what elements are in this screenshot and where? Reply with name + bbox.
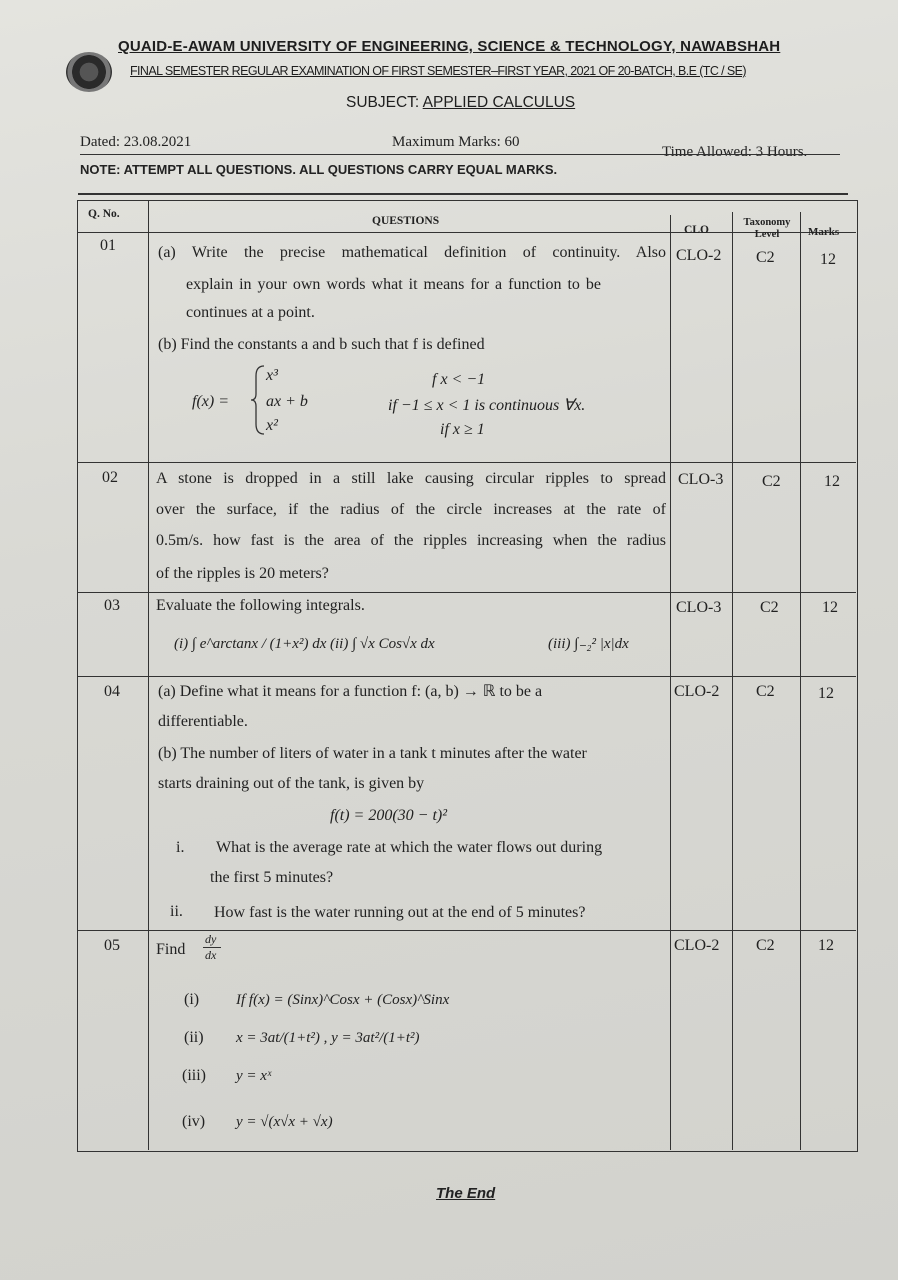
q1-b-line: (b) Find the constants a and b such that f is defined: [158, 336, 485, 353]
q1-case-3: x²: [266, 417, 278, 434]
q1-a-line-1: (a) Write the precise mathematical definition of continuity. Also: [158, 244, 666, 261]
q4-sub-i-line-1: What is the average rate at which the water flows out during: [216, 839, 603, 856]
header-clo: CLO: [684, 224, 709, 236]
q3-integral-ii: (ii) ∫ √x Cos√x dx: [330, 636, 435, 652]
q1-number: 01: [100, 237, 116, 254]
max-marks: Maximum Marks: 60: [392, 134, 520, 150]
exam-note: NOTE: ATTEMPT ALL QUESTIONS. ALL QUESTIONS CARRY EQUAL MARKS.: [80, 162, 558, 177]
q1-marks: 12: [820, 251, 836, 268]
row-line-1: [77, 462, 856, 463]
university-name: QUAID-E-AWAM UNIVERSITY OF ENGINEERING, SCIENCE & TECHNOLOGY, NAWABSHAH: [118, 38, 781, 55]
q2-number: 02: [102, 469, 118, 486]
col-divider-qno: [148, 200, 149, 1150]
q2-line-4: of the ripples is 20 meters?: [156, 565, 329, 582]
q5-item-iii-number: (iii): [182, 1067, 206, 1084]
q5-item-iii: y = xˣ: [236, 1068, 272, 1084]
header-divider: [80, 154, 840, 155]
q4-level: C2: [756, 683, 775, 700]
q5-item-ii-number: (ii): [184, 1029, 204, 1046]
q5-number: 05: [104, 937, 120, 954]
subject-label: SUBJECT:: [346, 94, 420, 111]
q5-dy: dy: [205, 932, 217, 946]
q3-integral-iii: (iii) ∫₋₂² |x|dx: [548, 636, 629, 652]
exam-date: Dated: 23.08.2021: [80, 134, 192, 150]
q1-cond-3: if x ≥ 1: [440, 421, 485, 438]
exam-title: FINAL SEMESTER REGULAR EXAMINATION OF FIRST SEMESTER–FIRST YEAR, 2021 OF 20-BATCH, B.E (TC / SE): [130, 64, 746, 78]
header-rule: [78, 193, 848, 195]
q1-level: C2: [756, 249, 775, 266]
q4-b-line-2: starts draining out of the tank, is given by: [158, 775, 425, 792]
col-divider-clo: [670, 215, 671, 1150]
q1-f-lhs: f(x) =: [192, 393, 229, 410]
q3-intro: Evaluate the following integrals.: [156, 597, 365, 614]
q1-cond-1: f x < −1: [432, 371, 486, 388]
q3-clo: CLO-3: [676, 599, 722, 616]
time-allowed: Time Allowed: 3 Hours.: [662, 144, 808, 160]
q4-sub-i-number: i.: [176, 839, 185, 856]
q1-a-line-2: explain in your own words what it means for a function to be: [186, 276, 602, 293]
q1-cond-2: if −1 ≤ x < 1 is continuous ∀x.: [388, 397, 586, 414]
row-line-2: [77, 592, 856, 593]
q3-number: 03: [104, 597, 120, 614]
q5-item-ii: x = 3at/(1+t²) , y = 3at²/(1+t²): [236, 1030, 420, 1046]
header-taxonomy: Taxonomy Level: [743, 217, 791, 240]
q3-marks: 12: [822, 599, 838, 616]
header-questions: QUESTIONS: [372, 215, 440, 227]
q4-a-line-2: differentiable.: [158, 713, 248, 730]
q5-find: Find: [156, 941, 186, 958]
q5-item-i-number: (i): [184, 991, 200, 1008]
q5-level: C2: [756, 937, 775, 954]
q3-integral-i: (i) ∫ e^arctanx / (1+x²) dx: [174, 636, 327, 652]
the-end: The End: [436, 1185, 496, 1202]
university-logo: [66, 52, 112, 92]
col-divider-level: [732, 212, 733, 1150]
subject-name: APPLIED CALCULUS: [422, 94, 576, 111]
q1-a-line-3: continues at a point.: [186, 304, 315, 321]
q2-line-3: 0.5m/s. how fast is the area of the ripples increasing when the radius: [156, 532, 666, 549]
q4-clo: CLO-2: [674, 683, 720, 700]
col-divider-marks: [800, 212, 801, 1150]
q5-clo: CLO-2: [674, 937, 720, 954]
row-line-3: [77, 676, 856, 677]
header-marks: Marks: [808, 226, 840, 238]
q4-sub-i-line-2: the first 5 minutes?: [210, 869, 334, 886]
q4-formula: f(t) = 200(30 − t)²: [330, 807, 448, 824]
q2-clo: CLO-3: [678, 471, 724, 488]
q4-sub-ii-number: ii.: [170, 903, 183, 920]
q5-item-i: If f(x) = (Sinx)^Cosx + (Cosx)^Sinx: [236, 992, 450, 1008]
q5-marks: 12: [818, 937, 834, 954]
q4-b-line-1: (b) The number of liters of water in a tank t minutes after the water: [158, 745, 587, 762]
q1-case-1: x³: [266, 367, 278, 384]
subject-line: [346, 94, 575, 112]
q3-level: C2: [760, 599, 779, 616]
q2-line-2: over the surface, if the radius of the circle increases at the rate of: [156, 501, 666, 518]
row-line-4: [77, 930, 856, 931]
q1-case-2: ax + b: [266, 393, 308, 410]
q1-brace: [250, 364, 266, 436]
q5-item-iv-number: (iv): [182, 1113, 206, 1130]
q5-item-iv: y = √(x√x + √x): [236, 1114, 333, 1130]
q4-a-line-1: (a) Define what it means for a function f: (a, b) → ℝ to be a: [158, 683, 543, 700]
q4-sub-ii: How fast is the water running out at the end of 5 minutes?: [214, 904, 586, 921]
q1-part-a: [158, 244, 666, 275]
header-qno: Q. No.: [88, 208, 120, 220]
q2-text: [156, 470, 666, 563]
q2-line-1: A stone is dropped in a still lake causing circular ripples to spread: [156, 470, 666, 487]
q2-level: C2: [762, 473, 781, 490]
q1-clo: CLO-2: [676, 247, 722, 264]
q2-marks: 12: [824, 473, 840, 490]
q4-number: 04: [104, 683, 120, 700]
q4-marks: 12: [818, 685, 834, 702]
q5-dx: dx: [205, 948, 217, 962]
